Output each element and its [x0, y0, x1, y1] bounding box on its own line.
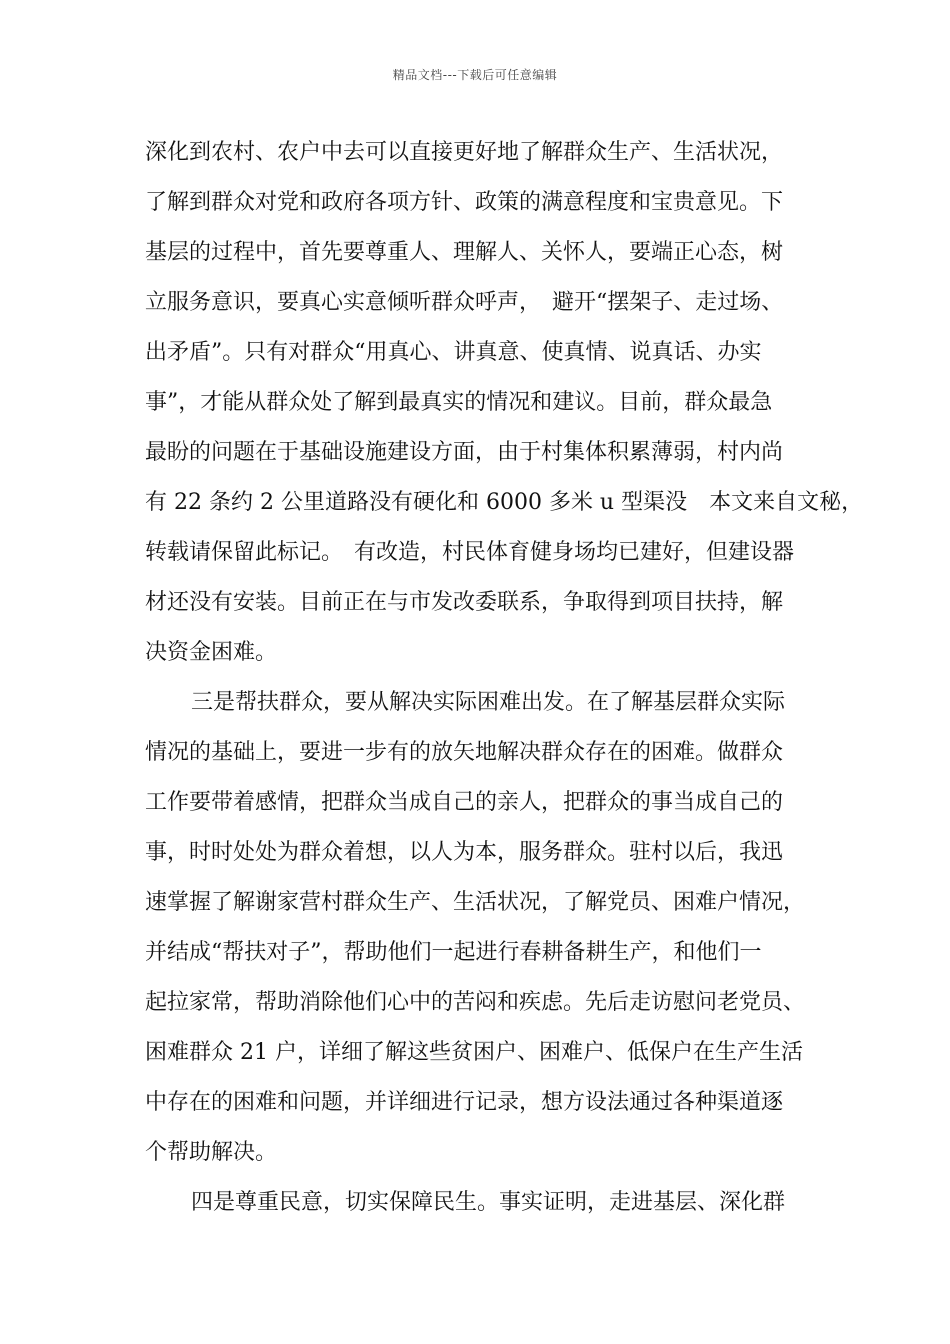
text-line: 事”，才能从群众处了解到最真实的情况和建议。目前，群众最急 [145, 390, 773, 415]
page-header: 精品文档---下载后可任意编辑 [392, 68, 558, 82]
text-line: 并结成“帮扶对子”，帮助他们一起进行春耕备耕生产，和他们一 [145, 940, 762, 965]
paragraph-start-line: 三是帮扶群众，要从解决实际困难出发。在了解基层群众实际 [191, 690, 786, 715]
text-line: 个帮助解决。 [145, 1140, 278, 1165]
text-line: 最盼的问题在于基础设施建设方面，由于村集体积累薄弱，村内尚 [145, 440, 784, 465]
paragraph-start-line: 四是尊重民意，切实保障民生。事实证明，走进基层、深化群 [191, 1190, 786, 1215]
text-line: 出矛盾”。只有对群众“用真心、讲真意、使真情、说真话、办实 [145, 340, 762, 365]
text-line: 深化到农村、农户中去可以直接更好地了解群众生产、生活状况， [145, 140, 784, 165]
text-line: 决资金困难。 [145, 640, 278, 665]
text-line: 立服务意识，要真心实意倾听群众呼声， 避开“摆架子、走过场、 [145, 290, 784, 315]
text-line: 转载请保留此标记。 有改造，村民体育健身场均已建好，但建设器 [145, 540, 795, 565]
text-line: 情况的基础上，要进一步有的放矢地解决群众存在的困难。做群众 [145, 740, 784, 765]
text-line: 困难群众 21 户，详细了解这些贫困户、困难户、低保户在生产生活 [145, 1040, 803, 1065]
text-line: 了解到群众对党和政府各项方针、政策的满意程度和宝贵意见。下 [145, 190, 784, 215]
text-line: 速掌握了解谢家营村群众生产、生活状况，了解党员、困难户情况， [145, 890, 806, 915]
text-line: 有 22 条约 2 公里道路没有硬化和 6000 多米 u 型渠没 本文来自文秘， [145, 490, 864, 515]
document-body [145, 128, 864, 1228]
text-line: 中存在的困难和问题，并详细进行记录，想方设法通过各种渠道逐 [145, 1090, 784, 1115]
text-line: 事，时时处处为群众着想，以人为本，服务群众。驻村以后，我迅 [145, 840, 784, 865]
text-line: 起拉家常，帮助消除他们心中的苦闷和疾虑。先后走访慰问老党员、 [145, 990, 806, 1015]
text-line: 工作要带着感情，把群众当成自己的亲人，把群众的事当成自己的 [145, 790, 784, 815]
text-line: 材还没有安装。目前正在与市发改委联系，争取得到项目扶持，解 [145, 590, 784, 615]
text-line: 基层的过程中，首先要尊重人、理解人、关怀人，要端正心态，树 [145, 240, 784, 265]
